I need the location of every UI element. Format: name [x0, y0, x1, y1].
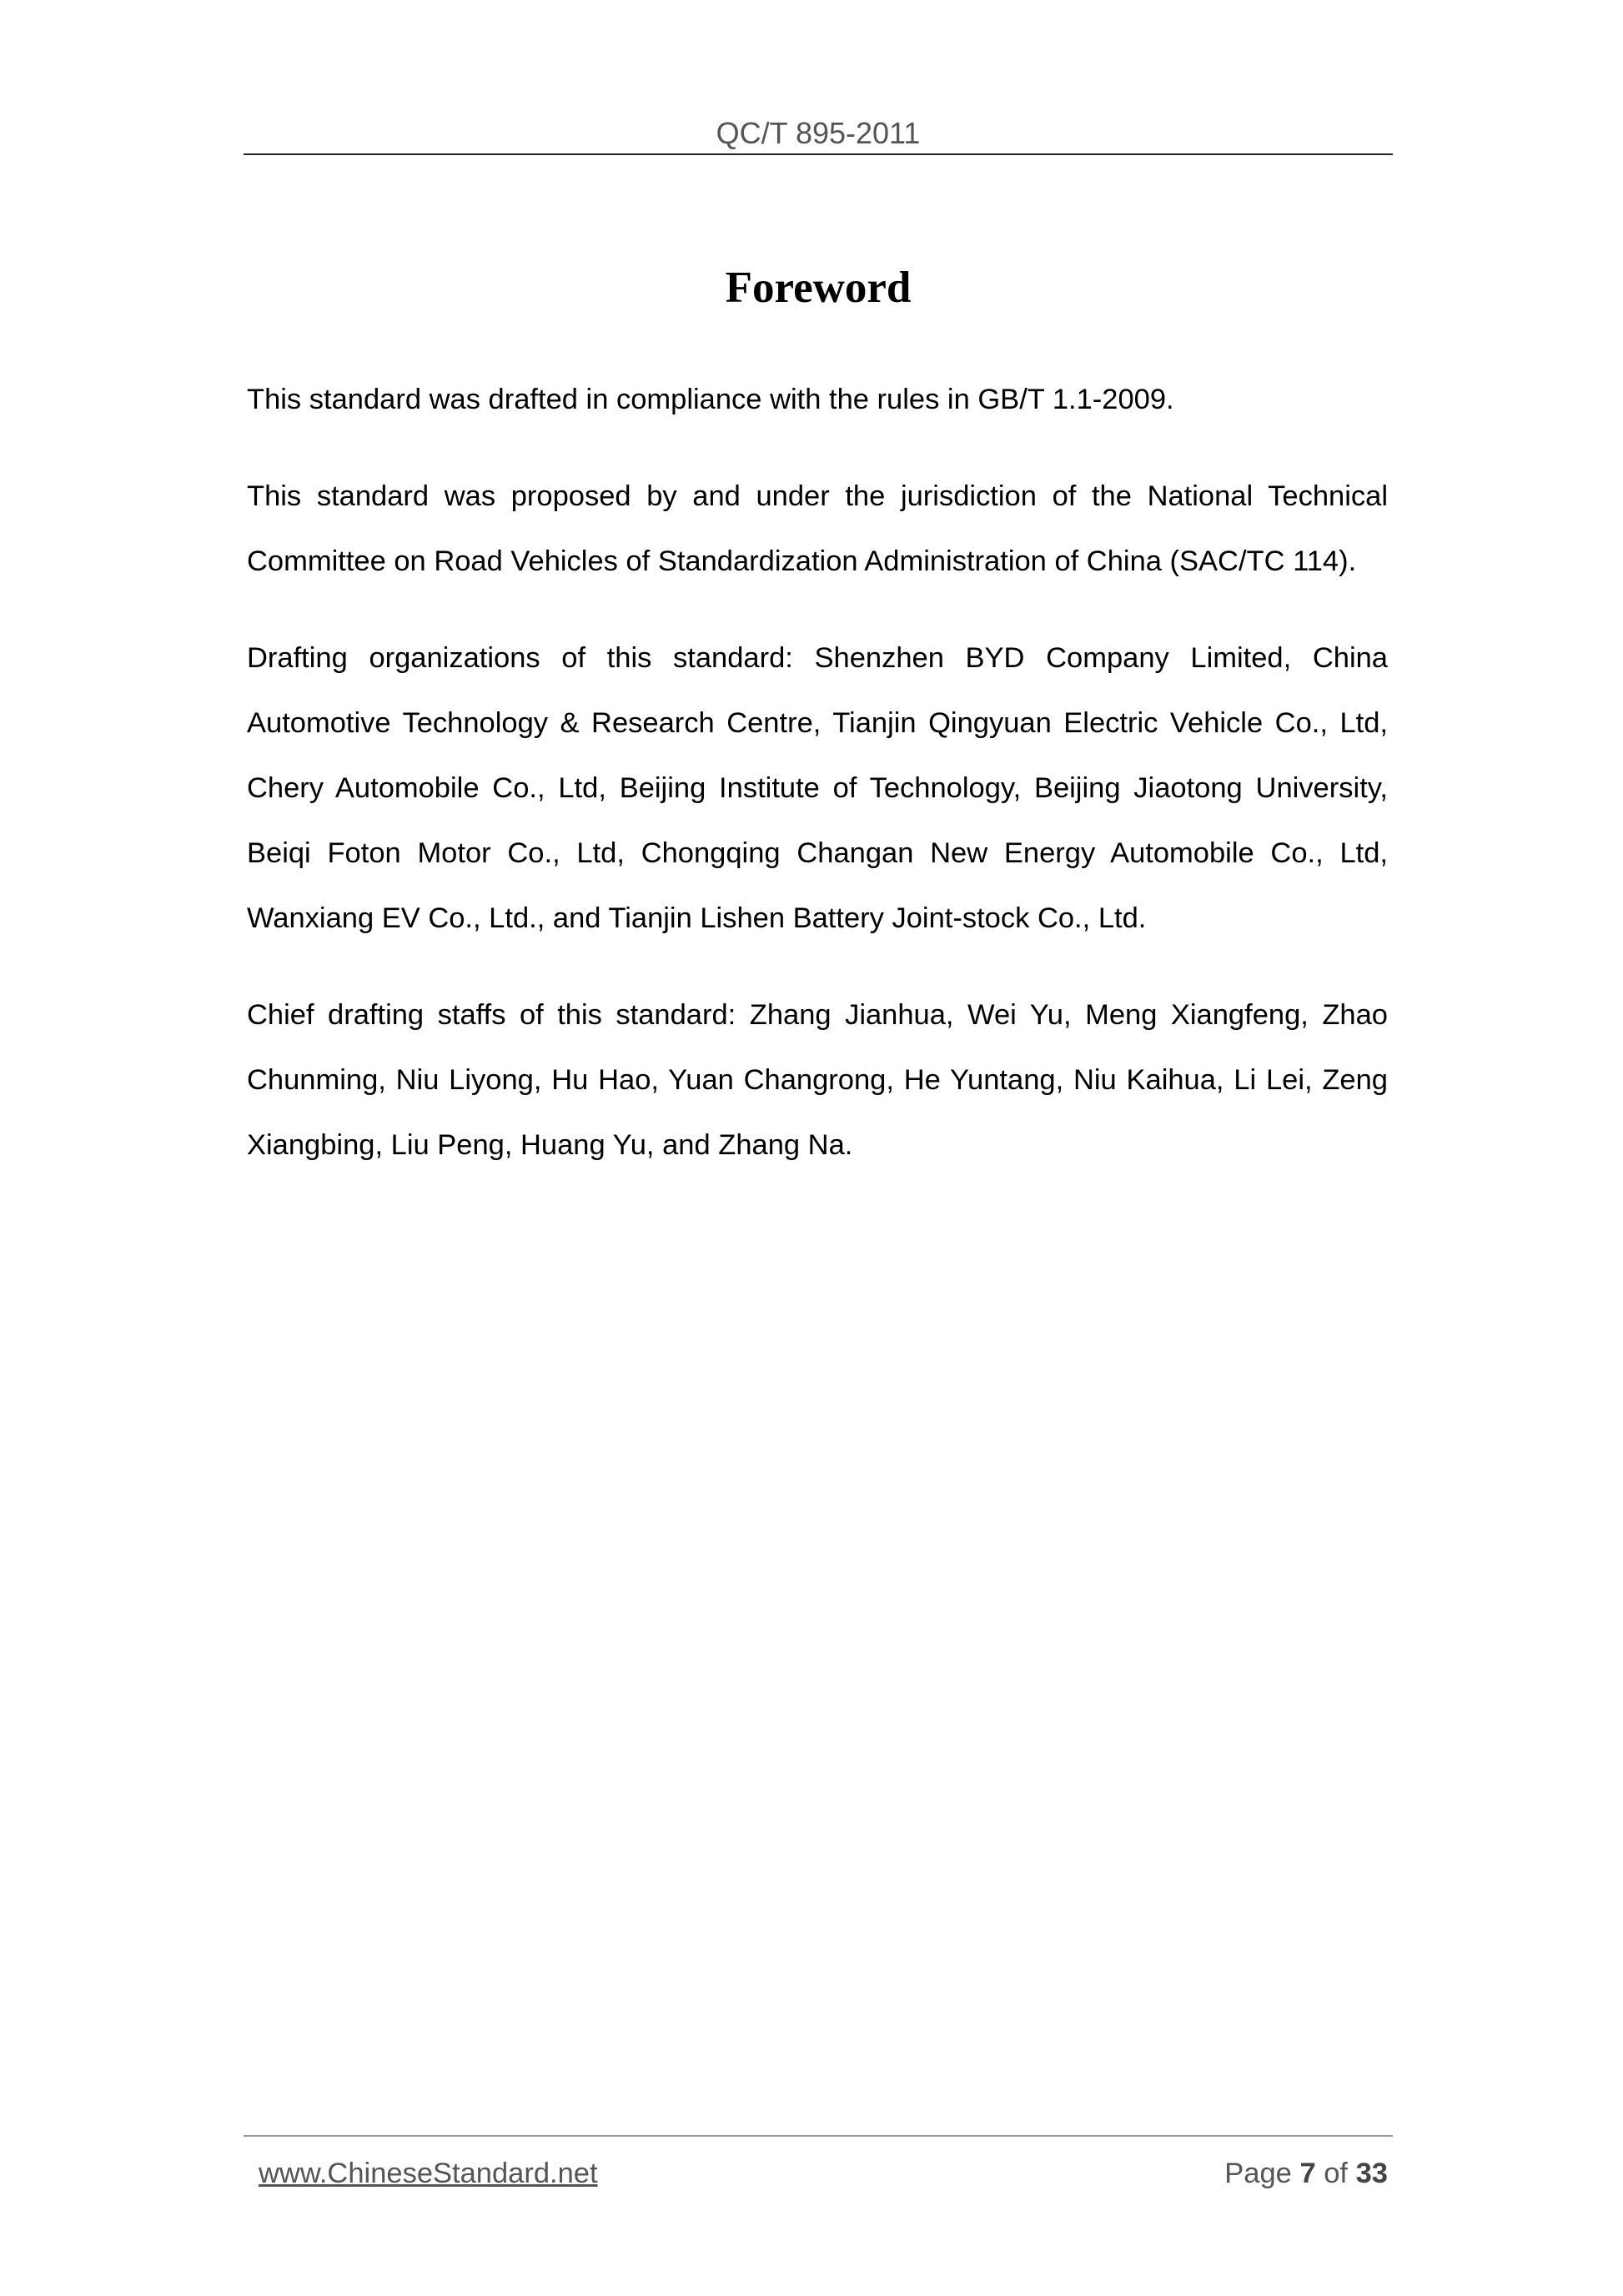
footer-divider	[244, 2135, 1393, 2137]
page-title: Foreword	[725, 264, 912, 312]
paragraph-chief-drafting-staffs: Chief drafting staffs of this standard: Zhang Jianhua, Wei Yu, Meng Xiangfeng, Zhao Chunming, Niu Liyong, Hu Hao, Yuan Changrong, He Yuntang, Niu Kaihua, Li Lei, Zeng Xiangbing, Liu Peng, Huang Yu, and Zhang Na.	[247, 999, 1388, 1161]
page-prefix: Page	[1224, 2158, 1292, 2189]
footer-page-number	[1224, 2155, 1388, 2192]
paragraph-drafting-organizations: Drafting organizations of this standard: Shenzhen BYD Company Limited, China Automotive Technology & Research Centre, Tianjin Qingyuan Electric Vehicle Co., Ltd, Chery Automobile Co., Ltd, Beijing Institute of Technology, Beijing Jiaotong University, Beiqi Foton Motor Co., Ltd, Chongqing Changan New Energy Automobile Co., Ltd, Wanxiang EV Co., Ltd., and Tianjin Lishen Battery Joint-stock Co., Ltd.	[247, 642, 1388, 934]
paragraph-proposed-by: This standard was proposed by and under the jurisdiction of the National Technical Committee on Road Vehicles of Standardization Administration of China (SAC/TC 114).	[247, 480, 1388, 577]
paragraph-drafting-rules: This standard was drafted in compliance with the rules in GB/T 1.1-2009.	[247, 384, 1174, 415]
header-divider	[244, 153, 1393, 155]
footer-website-link[interactable]: www.ChineseStandard.net	[259, 2158, 598, 2189]
page-current: 7	[1299, 2158, 1316, 2189]
page-of: of	[1324, 2158, 1349, 2189]
page-total: 33	[1355, 2158, 1388, 2189]
header-document-code: QC/T 895-2011	[716, 116, 921, 150]
foreword-body	[247, 367, 1388, 1209]
